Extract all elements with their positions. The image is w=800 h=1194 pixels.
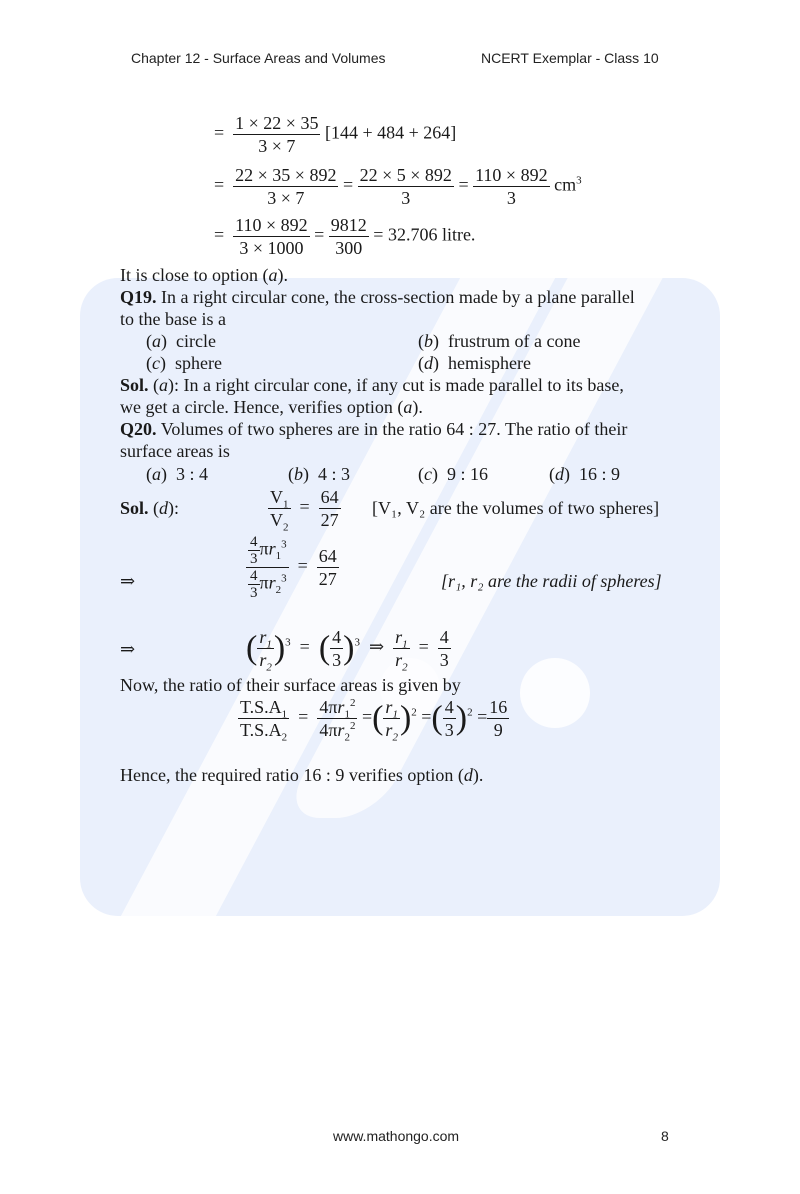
implies-icon: ⇒ <box>120 639 136 659</box>
prev-step-2: = $\frac{22 \times 35 \times 892}{3 \times 7}$ = $\frac{22 \times 5 \times 892}{3}$ = $\frac{110 \times 892}{3}$ $cm^3$ <box>214 165 582 208</box>
q20-step-1: $\frac{V_1}{V_2}$ = $\frac{64}{27}$ <box>270 487 339 534</box>
fraction: $\frac{4}{3}$ $\pi r_1^3$ $\frac{4}{3}$ $\pi r_2^3$ <box>246 534 289 601</box>
q20-option-a: (a) 3 : 4 <box>146 464 209 484</box>
q20-step-3: ( $\frac{r_1}{r_2}$ )$^3$ = ( $\frac{4}{3}$ )$^3$ ⇒ $\frac{r_1}{r_2}$ = $\frac{4}{3}$ <box>246 627 449 674</box>
fraction: $\frac{64}{27}$ <box>318 546 337 589</box>
q19-solution: Sol. (a): In a right circular cone, if any cut is made parallel to its base, <box>120 375 624 395</box>
q19-option-b: (b) frustrum of a cone <box>418 331 581 351</box>
fraction: $\frac{1 \times 22 \times 35}{3 \times 7}$ <box>235 113 319 156</box>
question-label: Q19. <box>120 287 157 307</box>
fraction: $\frac{64}{27}$ <box>320 487 339 530</box>
website-link[interactable]: www.mathongo.com <box>333 1128 460 1144</box>
fraction: $\frac{9812}{300}$ <box>330 215 367 258</box>
fraction: $\frac{110 \times 892}{3}$ <box>475 165 548 208</box>
fraction: $\frac{22 \times 35 \times 892}{3 \times 7}$ <box>235 165 337 208</box>
fraction: $\frac{110 \times 892}{3 \times 1000}$ <box>235 215 308 258</box>
question-label: Q20. <box>120 419 157 439</box>
chapter-title: Chapter 12 - Surface Areas and Volumes <box>131 50 386 66</box>
prev-step-3: = $\frac{110 \times 892}{3 \times 1000}$ = $\frac{9812}{300}$ = 32.706 litre. <box>214 215 476 258</box>
book-title: NCERT Exemplar - Class 10 <box>481 50 659 66</box>
q20-final: Hence, the required ratio 16 : 9 verifies option (d). <box>120 765 484 785</box>
fraction: $\frac{V_1}{V_2}$ <box>270 487 289 534</box>
prev-step-1: = $\frac{1 \times 22 \times 35}{3 \times 7}$ [144 + 484 + 264] <box>214 113 457 156</box>
q20-option-d: (d) 16 : 9 <box>549 464 621 484</box>
q20-option-c: (c) 9 : 16 <box>418 464 489 484</box>
q19-question: Q19. In a right circular cone, the cross-section made by a plane parallel <box>120 287 635 307</box>
page-number: 8 <box>661 1128 669 1144</box>
page-content: = $\frac{1 \times 22 \times 35}{3 \times 7}$ [144 + 484 + 264] = $\frac{22 \times 35 \times 892}{3 \times 7}$ = $\frac{22 \times 5 \times 892}{3}$ = $\frac{110 \times 892}{3}$ $cm^3$ = $\frac{110 \times 892}{3 \times 1000}$ = $\frac{9812}{300}$ = 32.706 litre. It is close to option (a). Q19. In a right circular cone, the cross-section made by a plane parallel to the base is a (a) circle (b) frustrum of a cone (c) sphere (d) hemisphere Sol. (a): In a right circular cone, if any cut is made parallel to its base, we get a circle. Hence, verifies option (a). Q20. Volumes of two spheres are in the ratio 64 : 27. The ratio of their surface areas is (a) 3 : 4 (b) 4 : 3 (c) 9 : 16 (d) 16 : 9 Sol. (d): $\frac{V_1}{V_2}$ = $\frac{64}{27}$ [V₁, V₂ are the volumes of two spheres] ⇒ $\frac{4}{3}$ $\pi r_1^3$ $\frac{4}{3}$ $\pi r_2^3$ = $\frac{64}{27}$ [r₁, r₂ are the radii of spheres] ⇒ ( $\frac{r_1}{r_2}$ )$^3$ = ( $\frac{4}{3}$ )$^3$ ⇒ $\frac{r_1}{r_2}$ = $\frac{4}{3}$ Now, the ratio of their surface areas is given by $\frac{T.S.A_1}{T.S.A_2}$ = $\frac{4\pi r_1^2}{4\pi r_2^2}$ =( $\frac{r_1}{r_2}$ )$^2$ =( $\frac{4}{3}$ )$^2$ = $\frac{16}{9}$ Hence, the required ratio 16 : 9 verifies option (d). <box>120 113 662 785</box>
q20-note-2: [r₁, r₂ are the radii of spheres] <box>441 571 662 591</box>
q20-note-1: [V₁, V₂ are the volumes of two spheres] <box>372 498 660 518</box>
q19-option-a: (a) circle <box>146 331 216 351</box>
q20-question: Q20. Volumes of two spheres are in the ratio 64 : 27. The ratio of their <box>120 419 628 439</box>
q20-step-2: $\frac{4}{3}$ $\pi r_1^3$ $\frac{4}{3}$ $\pi r_2^3$ = $\frac{64}{27}$ <box>246 534 339 601</box>
q20-solution-label: Sol. (d): <box>120 498 180 518</box>
implies-icon: ⇒ <box>120 571 136 591</box>
q20-step-4: $\frac{T.S.A_1}{T.S.A_2}$ = $\frac{4\pi r_1^2}{4\pi r_2^2}$ =( $\frac{r_1}{r_2}$ )$^2$ =( $\frac{4}{3}$ )$^2$ = $\frac{16}{9}$ <box>240 697 508 744</box>
q20-now-text: Now, the ratio of their surface areas is given by <box>120 675 461 695</box>
q19-option-d: (d) hemisphere <box>418 353 531 373</box>
prev-conclusion: It is close to option (a). <box>120 265 288 285</box>
fraction: $\frac{22 \times 5 \times 892}{3}$ <box>359 165 452 208</box>
q20-option-b: (b) 4 : 3 <box>288 464 351 484</box>
q19-option-c: (c) sphere <box>146 353 222 373</box>
